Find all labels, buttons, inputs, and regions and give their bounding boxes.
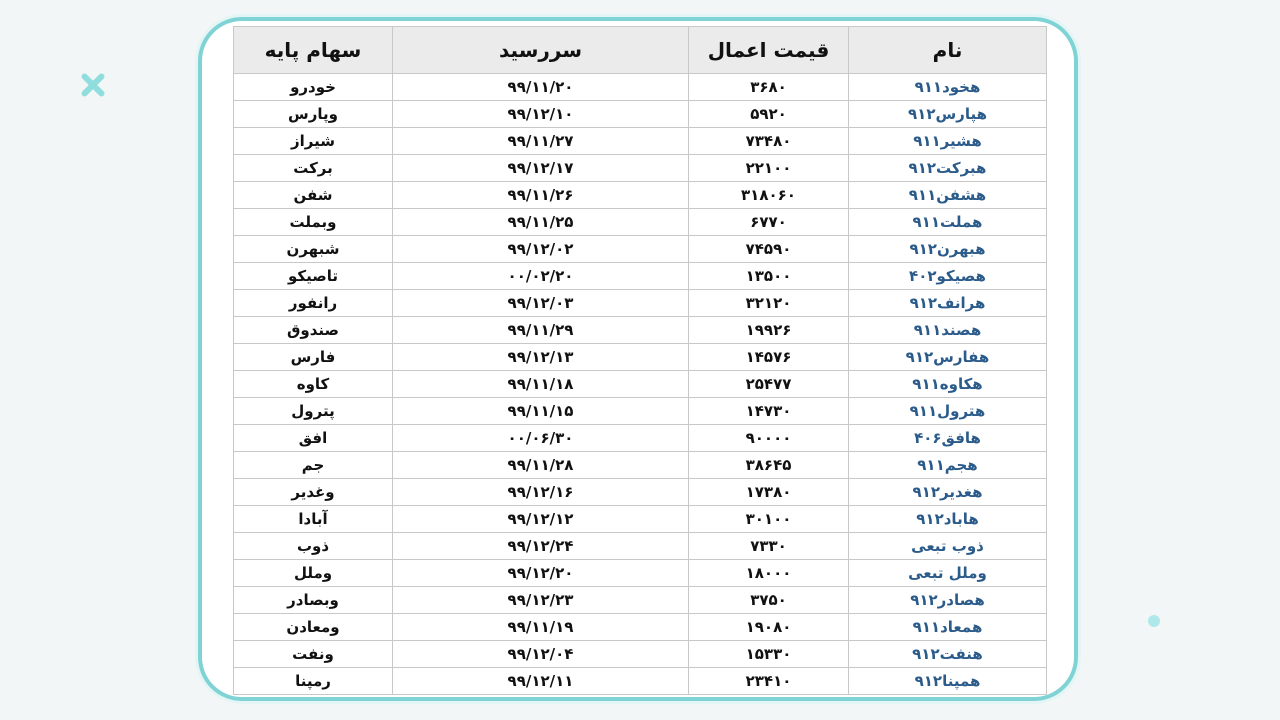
table-row bbox=[234, 101, 1047, 128]
cell-maturity: ۹۹/۱۱/۲۶ bbox=[393, 182, 689, 209]
table-row bbox=[234, 263, 1047, 290]
cell-underlying: پترول bbox=[234, 398, 393, 425]
table-row bbox=[234, 587, 1047, 614]
cell-strike-price: ۷۳۳۰ bbox=[689, 533, 849, 560]
cell-strike-price: ۷۴۵۹۰ bbox=[689, 236, 849, 263]
header-underlying: سهام پایه bbox=[234, 27, 393, 74]
cell-name: هنفت۹۱۲ bbox=[849, 641, 1047, 668]
table-row bbox=[234, 479, 1047, 506]
cell-underlying: آبادا bbox=[234, 506, 393, 533]
cell-maturity: ۰۰/۰۲/۲۰ bbox=[393, 263, 689, 290]
cell-strike-price: ۲۳۴۱۰ bbox=[689, 668, 849, 695]
cell-name: هپارس۹۱۲ bbox=[849, 101, 1047, 128]
cell-strike-price: ۱۹۰۸۰ bbox=[689, 614, 849, 641]
cell-underlying: وغدیر bbox=[234, 479, 393, 506]
cell-underlying: صندوق bbox=[234, 317, 393, 344]
table-row bbox=[234, 317, 1047, 344]
header-maturity: سررسید bbox=[393, 27, 689, 74]
cell-maturity: ۹۹/۱۱/۱۸ bbox=[393, 371, 689, 398]
cell-maturity: ۹۹/۱۲/۱۳ bbox=[393, 344, 689, 371]
cell-name: هافق۴۰۶ bbox=[849, 425, 1047, 452]
cell-strike-price: ۱۴۷۳۰ bbox=[689, 398, 849, 425]
cell-underlying: وپارس bbox=[234, 101, 393, 128]
table-row bbox=[234, 74, 1047, 101]
cell-strike-price: ۹۰۰۰۰ bbox=[689, 425, 849, 452]
cell-maturity: ۹۹/۱۱/۲۰ bbox=[393, 74, 689, 101]
table-header-row bbox=[234, 27, 1047, 74]
dot-decoration-icon bbox=[1148, 615, 1160, 627]
cell-underlying: شفن bbox=[234, 182, 393, 209]
cell-name: هفارس۹۱۲ bbox=[849, 344, 1047, 371]
table-row bbox=[234, 290, 1047, 317]
table-row bbox=[234, 371, 1047, 398]
cell-maturity: ۹۹/۱۲/۲۰ bbox=[393, 560, 689, 587]
cell-name: هرانف۹۱۲ bbox=[849, 290, 1047, 317]
table-row bbox=[234, 641, 1047, 668]
cell-name: هشفن۹۱۱ bbox=[849, 182, 1047, 209]
table-row bbox=[234, 560, 1047, 587]
cell-name: وملل تبعی bbox=[849, 560, 1047, 587]
cell-name: هکاوه۹۱۱ bbox=[849, 371, 1047, 398]
cell-underlying: ذوب bbox=[234, 533, 393, 560]
cell-underlying: وبملت bbox=[234, 209, 393, 236]
cell-strike-price: ۱۳۵۰۰ bbox=[689, 263, 849, 290]
cell-underlying: وملل bbox=[234, 560, 393, 587]
cell-underlying: وبصادر bbox=[234, 587, 393, 614]
cell-strike-price: ۱۸۰۰۰ bbox=[689, 560, 849, 587]
cell-name: هبرکت۹۱۲ bbox=[849, 155, 1047, 182]
table-row bbox=[234, 182, 1047, 209]
cell-strike-price: ۱۵۳۳۰ bbox=[689, 641, 849, 668]
cell-maturity: ۹۹/۱۱/۱۵ bbox=[393, 398, 689, 425]
cell-strike-price: ۱۹۹۲۶ bbox=[689, 317, 849, 344]
cell-name: هصیکو۴۰۲ bbox=[849, 263, 1047, 290]
cell-strike-price: ۱۷۳۸۰ bbox=[689, 479, 849, 506]
table-row bbox=[234, 425, 1047, 452]
x-decoration-icon bbox=[80, 72, 106, 98]
cell-name: هبهرن۹۱۲ bbox=[849, 236, 1047, 263]
cell-underlying: شبهرن bbox=[234, 236, 393, 263]
cell-maturity: ۹۹/۱۱/۱۹ bbox=[393, 614, 689, 641]
table-row bbox=[234, 533, 1047, 560]
cell-name: هملت۹۱۱ bbox=[849, 209, 1047, 236]
cell-name: هجم۹۱۱ bbox=[849, 452, 1047, 479]
cell-underlying: شیراز bbox=[234, 128, 393, 155]
cell-name: هاباد۹۱۲ bbox=[849, 506, 1047, 533]
table-body bbox=[234, 74, 1047, 695]
cell-maturity: ۹۹/۱۲/۰۴ bbox=[393, 641, 689, 668]
cell-name: هصند۹۱۱ bbox=[849, 317, 1047, 344]
cell-underlying: کاوه bbox=[234, 371, 393, 398]
cell-maturity: ۹۹/۱۲/۱۷ bbox=[393, 155, 689, 182]
options-table bbox=[233, 26, 1047, 695]
cell-maturity: ۹۹/۱۲/۱۰ bbox=[393, 101, 689, 128]
header-name: نام bbox=[849, 27, 1047, 74]
cell-strike-price: ۵۹۲۰ bbox=[689, 101, 849, 128]
cell-maturity: ۹۹/۱۲/۰۲ bbox=[393, 236, 689, 263]
cell-strike-price: ۲۲۱۰۰ bbox=[689, 155, 849, 182]
cell-name: ذوب تبعی bbox=[849, 533, 1047, 560]
cell-strike-price: ۶۷۷۰ bbox=[689, 209, 849, 236]
cell-underlying: رانفور bbox=[234, 290, 393, 317]
cell-underlying: تاصیکو bbox=[234, 263, 393, 290]
cell-underlying: برکت bbox=[234, 155, 393, 182]
cell-underlying: افق bbox=[234, 425, 393, 452]
table-row bbox=[234, 344, 1047, 371]
table-row bbox=[234, 209, 1047, 236]
cell-name: هصادر۹۱۲ bbox=[849, 587, 1047, 614]
cell-maturity: ۹۹/۱۲/۲۴ bbox=[393, 533, 689, 560]
table-row bbox=[234, 128, 1047, 155]
table-row bbox=[234, 452, 1047, 479]
cell-maturity: ۹۹/۱۱/۲۷ bbox=[393, 128, 689, 155]
cell-maturity: ۹۹/۱۱/۲۹ bbox=[393, 317, 689, 344]
table-row bbox=[234, 398, 1047, 425]
cell-name: هشیر۹۱۱ bbox=[849, 128, 1047, 155]
cell-maturity: ۹۹/۱۲/۱۲ bbox=[393, 506, 689, 533]
cell-strike-price: ۱۴۵۷۶ bbox=[689, 344, 849, 371]
cell-maturity: ۹۹/۱۲/۱۶ bbox=[393, 479, 689, 506]
cell-maturity: ۹۹/۱۱/۲۸ bbox=[393, 452, 689, 479]
cell-name: هخود۹۱۱ bbox=[849, 74, 1047, 101]
cell-maturity: ۹۹/۱۲/۱۱ bbox=[393, 668, 689, 695]
cell-maturity: ۹۹/۱۲/۰۳ bbox=[393, 290, 689, 317]
table-row bbox=[234, 155, 1047, 182]
cell-name: همپنا۹۱۲ bbox=[849, 668, 1047, 695]
cell-maturity: ۹۹/۱۲/۲۳ bbox=[393, 587, 689, 614]
cell-strike-price: ۳۰۱۰۰ bbox=[689, 506, 849, 533]
cell-strike-price: ۷۳۴۸۰ bbox=[689, 128, 849, 155]
table-row bbox=[234, 506, 1047, 533]
cell-strike-price: ۲۵۴۷۷ bbox=[689, 371, 849, 398]
cell-underlying: ونفت bbox=[234, 641, 393, 668]
cell-strike-price: ۳۷۵۰ bbox=[689, 587, 849, 614]
cell-underlying: رمپنا bbox=[234, 668, 393, 695]
cell-name: هترول۹۱۱ bbox=[849, 398, 1047, 425]
cell-name: همعاد۹۱۱ bbox=[849, 614, 1047, 641]
cell-underlying: فارس bbox=[234, 344, 393, 371]
cell-underlying: ومعادن bbox=[234, 614, 393, 641]
header-strike-price: قیمت اعمال bbox=[689, 27, 849, 74]
table-row bbox=[234, 614, 1047, 641]
cell-strike-price: ۳۸۶۴۵ bbox=[689, 452, 849, 479]
cell-underlying: خودرو bbox=[234, 74, 393, 101]
cell-strike-price: ۳۱۸۰۶۰ bbox=[689, 182, 849, 209]
cell-underlying: جم bbox=[234, 452, 393, 479]
cell-strike-price: ۳۲۱۲۰ bbox=[689, 290, 849, 317]
table-row bbox=[234, 236, 1047, 263]
cell-strike-price: ۳۶۸۰ bbox=[689, 74, 849, 101]
table-row bbox=[234, 668, 1047, 695]
cell-maturity: ۹۹/۱۱/۲۵ bbox=[393, 209, 689, 236]
cell-name: هغدیر۹۱۲ bbox=[849, 479, 1047, 506]
cell-maturity: ۰۰/۰۶/۳۰ bbox=[393, 425, 689, 452]
